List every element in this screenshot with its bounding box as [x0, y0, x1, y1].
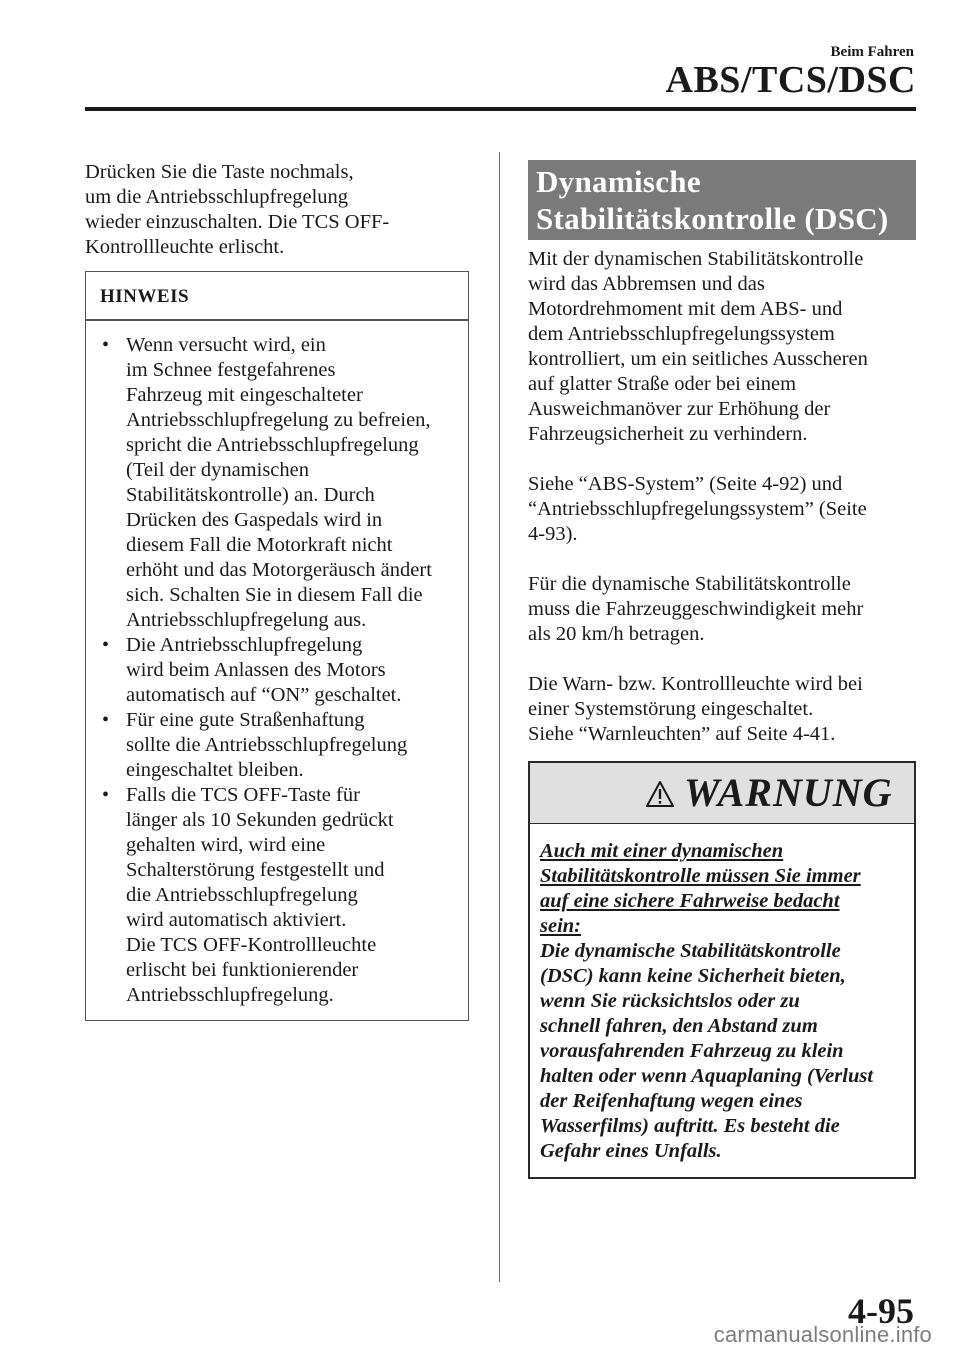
note-line: Stabilitätskontrolle) an. Durch	[126, 484, 375, 506]
section-heading-line: Dynamische	[536, 164, 701, 199]
body-line: Die Warn- bzw. Kontrollleuchte wird bei	[528, 673, 863, 695]
intro-paragraph	[85, 160, 471, 260]
intro-line: wieder einzuschalten. Die TCS OFF-	[85, 211, 390, 233]
note-title: HINWEIS	[100, 286, 190, 307]
note-line: erlischt bei funktionierender	[126, 959, 359, 981]
column-divider	[499, 152, 500, 1282]
note-item	[100, 783, 464, 1008]
body-paragraph	[528, 672, 916, 747]
note-line: im Schnee festgefahrenes	[126, 359, 336, 381]
body-line: Fahrzeugsicherheit zu verhindern.	[528, 423, 808, 445]
body-line: “Antriebsschlupfregelungssystem” (Seite	[528, 498, 867, 520]
header-section-label: Beim Fahren	[830, 44, 914, 60]
note-line: sich. Schalten Sie in diesem Fall die	[126, 584, 423, 606]
body-line: Ausweichmanöver zur Erhöhung der	[528, 398, 831, 420]
warning-line: Gefahr eines Unfalls.	[540, 1140, 722, 1162]
warning-line: vorausfahrenden Fahrzeug zu klein	[540, 1040, 844, 1062]
note-item	[100, 633, 464, 708]
section-heading	[528, 160, 916, 240]
note-line: Fahrzeug mit eingeschalteter	[126, 384, 363, 406]
body-paragraph	[528, 472, 916, 547]
warning-line: Die dynamische Stabilitätskontrolle	[540, 940, 841, 962]
body-line: Für die dynamische Stabilitätskontrolle	[528, 573, 851, 595]
bullet-icon: •	[102, 784, 110, 806]
note-item	[100, 333, 464, 633]
body-line: dem Antriebsschlupfregelungssystem	[528, 323, 835, 345]
note-line: Falls die TCS OFF-Taste für	[126, 784, 360, 806]
note-line: erhöht und das Motorgeräusch ändert	[126, 559, 432, 581]
bullet-icon: •	[102, 634, 110, 656]
body-line: auf glatter Straße oder bei einem	[528, 373, 797, 395]
note-line: Antriebsschlupfregelung aus.	[126, 609, 367, 631]
section-heading-line: Stabilitätskontrolle (DSC)	[536, 201, 889, 236]
body-line: als 20 km/h betragen.	[528, 623, 705, 645]
note-line: Antriebsschlupfregelung.	[126, 984, 334, 1006]
note-line: wird beim Anlassen des Motors	[126, 659, 386, 681]
warning-underlined-line: Auch mit einer dynamischen	[540, 840, 784, 862]
note-rule	[86, 319, 468, 321]
warning-underlined-line: Stabilitätskontrolle müssen Sie immer	[540, 865, 861, 887]
page-title: ABS/TCS/DSC	[665, 59, 916, 101]
warning-triangle-icon	[645, 780, 675, 808]
warning-text	[540, 839, 912, 1164]
body-line: Motordrehmoment mit dem ABS- und	[528, 298, 843, 320]
note-line: länger als 10 Sekunden gedrückt	[126, 809, 394, 831]
note-list	[100, 333, 464, 1008]
body-paragraph	[528, 572, 916, 647]
warning-line: Wasserfilms) auftritt. Es besteht die	[540, 1115, 840, 1137]
warning-line: halten oder wenn Aquaplaning (Verlust	[540, 1065, 874, 1087]
warning-line: der Reifenhaftung wegen eines	[540, 1090, 803, 1112]
body-line: wird das Abbremsen und das	[528, 273, 765, 295]
note-item	[100, 708, 464, 783]
note-box	[85, 271, 469, 1021]
note-line: Für eine gute Straßenhaftung	[126, 709, 365, 731]
note-line: automatisch auf “ON” geschaltet.	[126, 684, 402, 706]
watermark: carmanualsonline.info	[713, 1322, 932, 1347]
page-number: 4-95	[848, 1291, 914, 1331]
note-line: wird automatisch aktiviert.	[126, 909, 347, 931]
note-line: diesem Fall die Motorkraft nicht	[126, 534, 393, 556]
body-line: 4-93).	[528, 523, 578, 545]
intro-line: Kontrollleuchte erlischt.	[85, 236, 285, 258]
note-line: eingeschaltet bleiben.	[126, 759, 304, 781]
warning-header	[530, 763, 914, 824]
warning-underlined-line: sein:	[540, 915, 581, 937]
warning-line: (DSC) kann keine Sicherheit bieten,	[540, 965, 846, 987]
note-line: Antriebsschlupfregelung zu befreien,	[126, 409, 431, 431]
note-line: Schalterstörung festgestellt und	[126, 859, 385, 881]
note-line: (Teil der dynamischen	[126, 459, 309, 481]
bullet-icon: •	[102, 709, 110, 731]
body-line: einer Systemstörung eingeschaltet.	[528, 698, 814, 720]
body-line: Siehe “Warnleuchten” auf Seite 4-41.	[528, 723, 836, 745]
header-rule	[85, 107, 916, 111]
body-line: muss die Fahrzeuggeschwindigkeit mehr	[528, 598, 864, 620]
warning-line: wenn Sie rücksichtslos oder zu	[540, 990, 800, 1012]
body-line: Mit der dynamischen Stabilitätskontrolle	[528, 248, 864, 270]
note-line: spricht die Antriebsschlupfregelung	[126, 434, 419, 456]
note-line: Die Antriebsschlupfregelung	[126, 634, 363, 656]
note-line: Wenn versucht wird, ein	[126, 334, 326, 356]
body-paragraph	[528, 247, 916, 447]
warning-line: schnell fahren, den Abstand zum	[540, 1015, 818, 1037]
body-line: kontrolliert, um ein seitliches Ausscheren	[528, 348, 868, 370]
warning-underlined-line: auf eine sichere Fahrweise bedacht	[540, 890, 840, 912]
note-line: die Antriebsschlupfregelung	[126, 884, 358, 906]
warning-title: WARNUNG	[684, 770, 893, 815]
warning-box	[528, 761, 916, 1179]
note-line: sollte die Antriebsschlupfregelung	[126, 734, 408, 756]
body-line: Siehe “ABS-System” (Seite 4-92) und	[528, 473, 843, 495]
note-line: Die TCS OFF-Kontrollleuchte	[126, 934, 377, 956]
note-line: gehalten wird, wird eine	[126, 834, 326, 856]
intro-line: um die Antriebsschlupfregelung	[85, 186, 349, 208]
bullet-icon: •	[102, 334, 110, 356]
intro-line: Drücken Sie die Taste nochmals,	[85, 161, 354, 183]
note-line: Drücken des Gaspedals wird in	[126, 509, 383, 531]
